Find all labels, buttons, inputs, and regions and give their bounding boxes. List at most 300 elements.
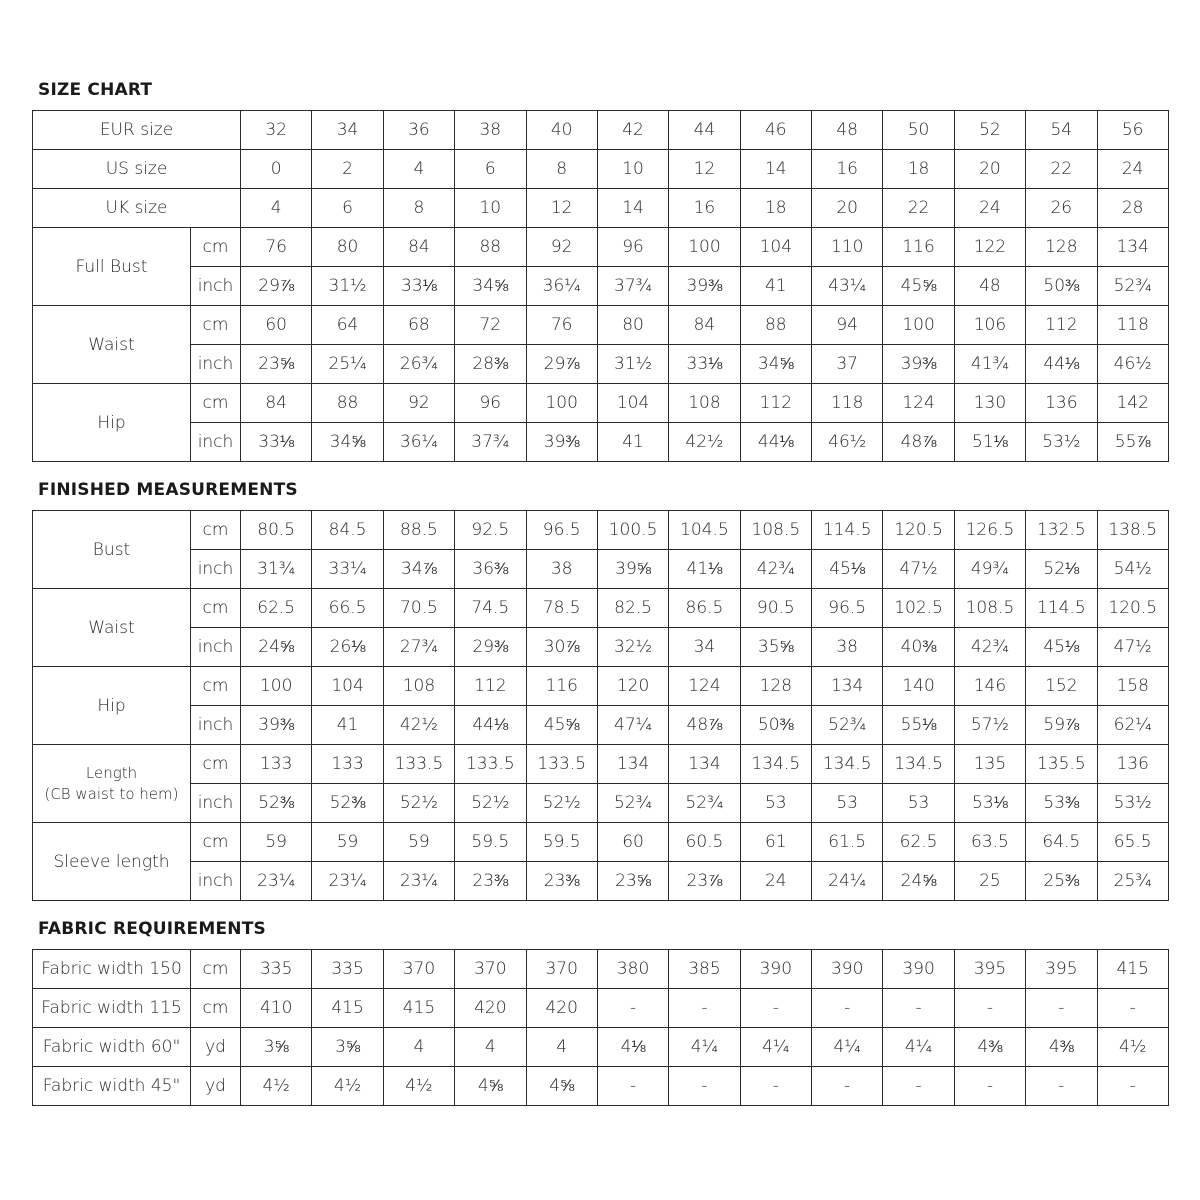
value-cell: 52⅛: [1026, 550, 1097, 589]
row-label-waist: Waist: [33, 589, 191, 667]
table-row: [33, 706, 1169, 745]
value-cell: 39⅝: [597, 550, 668, 589]
value-cell: 370: [383, 950, 454, 989]
value-cell: 44⅛: [455, 706, 526, 745]
value-cell: 4⅝: [455, 1067, 526, 1106]
table-row: [33, 823, 1169, 862]
value-cell: 4¼: [740, 1028, 811, 1067]
value-cell: -: [812, 1067, 883, 1106]
value-cell: 52¾: [812, 706, 883, 745]
value-cell: 46½: [1097, 345, 1168, 384]
value-cell: 39⅜: [669, 267, 740, 306]
value-cell: 385: [669, 950, 740, 989]
value-cell: 24⅝: [883, 862, 954, 901]
value-cell: 34⅝: [455, 267, 526, 306]
value-cell: 134: [812, 667, 883, 706]
value-cell: 36⅜: [455, 550, 526, 589]
value-cell: 136: [1097, 745, 1168, 784]
size-value-cell: 26: [1026, 189, 1097, 228]
value-cell: 29⅞: [526, 345, 597, 384]
value-cell: 100: [669, 228, 740, 267]
value-cell: -: [812, 989, 883, 1028]
value-cell: 80: [597, 306, 668, 345]
value-cell: 48⅞: [883, 423, 954, 462]
unit-cell: cm: [191, 511, 241, 550]
value-cell: 370: [526, 950, 597, 989]
value-cell: 52¾: [1097, 267, 1168, 306]
value-cell: 4: [383, 1028, 454, 1067]
size-value-cell: 4: [383, 150, 454, 189]
value-cell: 92: [383, 384, 454, 423]
value-cell: 25: [954, 862, 1025, 901]
value-cell: 47½: [883, 550, 954, 589]
value-cell: 133: [312, 745, 383, 784]
value-cell: 35⅝: [740, 628, 811, 667]
value-cell: 31¾: [241, 550, 312, 589]
value-cell: 31½: [597, 345, 668, 384]
value-cell: 59: [241, 823, 312, 862]
value-cell: 124: [669, 667, 740, 706]
value-cell: 52⅜: [312, 784, 383, 823]
size-value-cell: 56: [1097, 111, 1168, 150]
size-label-eur-size: EUR size: [33, 111, 241, 150]
value-cell: 60: [241, 306, 312, 345]
value-cell: 49¾: [954, 550, 1025, 589]
value-cell: 39⅜: [883, 345, 954, 384]
value-cell: 60.5: [669, 823, 740, 862]
value-cell: 37¾: [597, 267, 668, 306]
value-cell: 64: [312, 306, 383, 345]
row-label-bust: Bust: [33, 511, 191, 589]
value-cell: 146: [954, 667, 1025, 706]
value-cell: 53½: [1026, 423, 1097, 462]
value-cell: 335: [241, 950, 312, 989]
value-cell: 112: [455, 667, 526, 706]
value-cell: 104: [597, 384, 668, 423]
value-cell: 60: [597, 823, 668, 862]
value-cell: 50⅜: [740, 706, 811, 745]
value-cell: 28⅜: [455, 345, 526, 384]
value-cell: 38: [526, 550, 597, 589]
value-cell: 88.5: [383, 511, 454, 550]
value-cell: 415: [312, 989, 383, 1028]
value-cell: 134.5: [883, 745, 954, 784]
value-cell: 59.5: [526, 823, 597, 862]
value-cell: 70.5: [383, 589, 454, 628]
value-cell: 104.5: [669, 511, 740, 550]
table-row: [33, 511, 1169, 550]
size-value-cell: 32: [241, 111, 312, 150]
value-cell: 76: [526, 306, 597, 345]
size-value-cell: 20: [812, 189, 883, 228]
size-chart-table: [32, 110, 1169, 462]
value-cell: 88: [455, 228, 526, 267]
value-cell: 415: [383, 989, 454, 1028]
value-cell: 24⅝: [241, 628, 312, 667]
value-cell: 33⅛: [383, 267, 454, 306]
row-label-hip: Hip: [33, 384, 191, 462]
unit-cell: cm: [191, 667, 241, 706]
value-cell: 84.5: [312, 511, 383, 550]
value-cell: 33¼: [312, 550, 383, 589]
value-cell: 142: [1097, 384, 1168, 423]
value-cell: 118: [812, 384, 883, 423]
size-value-cell: 40: [526, 111, 597, 150]
size-value-cell: 48: [812, 111, 883, 150]
value-cell: 41⅛: [669, 550, 740, 589]
value-cell: 88: [740, 306, 811, 345]
unit-cell: inch: [191, 550, 241, 589]
value-cell: 45⅝: [883, 267, 954, 306]
value-cell: 23⅞: [669, 862, 740, 901]
value-cell: 34⅝: [740, 345, 811, 384]
unit-cell: cm: [191, 306, 241, 345]
value-cell: 55⅛: [883, 706, 954, 745]
value-cell: 53⅛: [954, 784, 1025, 823]
value-cell: 37: [812, 345, 883, 384]
value-cell: 52¾: [669, 784, 740, 823]
table-row: [33, 589, 1169, 628]
value-cell: 76: [241, 228, 312, 267]
value-cell: 395: [1026, 950, 1097, 989]
value-cell: 80: [312, 228, 383, 267]
value-cell: 84: [241, 384, 312, 423]
value-cell: 108: [669, 384, 740, 423]
value-cell: 54½: [1097, 550, 1168, 589]
value-cell: 52½: [455, 784, 526, 823]
value-cell: 138.5: [1097, 511, 1168, 550]
value-cell: 36¼: [526, 267, 597, 306]
value-cell: -: [669, 989, 740, 1028]
value-cell: 133.5: [455, 745, 526, 784]
size-value-cell: 16: [669, 189, 740, 228]
size-value-cell: 52: [954, 111, 1025, 150]
value-cell: 4½: [1097, 1028, 1168, 1067]
value-cell: 86.5: [669, 589, 740, 628]
value-cell: 128: [1026, 228, 1097, 267]
value-cell: 420: [455, 989, 526, 1028]
size-value-cell: 10: [597, 150, 668, 189]
size-value-cell: 18: [740, 189, 811, 228]
value-cell: 116: [883, 228, 954, 267]
value-cell: 59: [312, 823, 383, 862]
row-label-hip: Hip: [33, 667, 191, 745]
value-cell: -: [1097, 1067, 1168, 1106]
fabric-width-label: Fabric width 150: [33, 950, 191, 989]
value-cell: 59⅞: [1026, 706, 1097, 745]
value-cell: -: [740, 1067, 811, 1106]
value-cell: 62.5: [883, 823, 954, 862]
value-cell: -: [954, 1067, 1025, 1106]
value-cell: 46½: [812, 423, 883, 462]
unit-cell: inch: [191, 345, 241, 384]
value-cell: 29⅞: [241, 267, 312, 306]
value-cell: 133.5: [526, 745, 597, 784]
value-cell: -: [1097, 989, 1168, 1028]
row-label-full-bust: Full Bust: [33, 228, 191, 306]
value-cell: 108.5: [954, 589, 1025, 628]
value-cell: 88: [312, 384, 383, 423]
value-cell: 84: [383, 228, 454, 267]
value-cell: 108: [383, 667, 454, 706]
size-value-cell: 4: [241, 189, 312, 228]
value-cell: 61.5: [812, 823, 883, 862]
value-cell: 74.5: [455, 589, 526, 628]
size-value-cell: 28: [1097, 189, 1168, 228]
value-cell: -: [740, 989, 811, 1028]
table-row: [33, 745, 1169, 784]
value-cell: 37¾: [455, 423, 526, 462]
value-cell: 52¾: [597, 784, 668, 823]
table-row: [33, 950, 1169, 989]
value-cell: 33⅛: [669, 345, 740, 384]
value-cell: 420: [526, 989, 597, 1028]
fabric-width-label: Fabric width 45": [33, 1067, 191, 1106]
size-value-cell: 6: [312, 189, 383, 228]
value-cell: 78.5: [526, 589, 597, 628]
value-cell: 4⅜: [954, 1028, 1025, 1067]
size-value-cell: 36: [383, 111, 454, 150]
value-cell: 32½: [597, 628, 668, 667]
fabric-width-label: Fabric width 115: [33, 989, 191, 1028]
value-cell: -: [597, 1067, 668, 1106]
table-row: [33, 667, 1169, 706]
size-value-cell: 38: [455, 111, 526, 150]
value-cell: 112: [1026, 306, 1097, 345]
unit-cell: inch: [191, 267, 241, 306]
value-cell: 45⅛: [812, 550, 883, 589]
value-cell: 66.5: [312, 589, 383, 628]
value-cell: 50⅜: [1026, 267, 1097, 306]
unit-cell: cm: [191, 384, 241, 423]
table-row: [33, 1067, 1169, 1106]
value-cell: 128: [740, 667, 811, 706]
value-cell: 52⅜: [241, 784, 312, 823]
value-cell: 120.5: [883, 511, 954, 550]
value-cell: 134.5: [740, 745, 811, 784]
size-value-cell: 54: [1026, 111, 1097, 150]
value-cell: 34: [669, 628, 740, 667]
value-cell: 390: [883, 950, 954, 989]
size-value-cell: 50: [883, 111, 954, 150]
value-cell: 120.5: [1097, 589, 1168, 628]
value-cell: 100.5: [597, 511, 668, 550]
finished-measurements-table: [32, 510, 1169, 901]
value-cell: 132.5: [1026, 511, 1097, 550]
value-cell: 120: [597, 667, 668, 706]
value-cell: 114.5: [1026, 589, 1097, 628]
value-cell: 122: [954, 228, 1025, 267]
value-cell: 59.5: [455, 823, 526, 862]
size-value-cell: 2: [312, 150, 383, 189]
value-cell: -: [883, 989, 954, 1028]
value-cell: 26⅛: [312, 628, 383, 667]
value-cell: -: [669, 1067, 740, 1106]
value-cell: 4½: [383, 1067, 454, 1106]
value-cell: 41: [740, 267, 811, 306]
value-cell: -: [883, 1067, 954, 1106]
value-cell: 104: [312, 667, 383, 706]
unit-cell: yd: [191, 1028, 241, 1067]
value-cell: 62.5: [241, 589, 312, 628]
size-value-cell: 22: [883, 189, 954, 228]
value-cell: 4¼: [812, 1028, 883, 1067]
value-cell: 23¼: [312, 862, 383, 901]
table-row: [33, 150, 1169, 189]
value-cell: 90.5: [740, 589, 811, 628]
unit-cell: cm: [191, 950, 241, 989]
value-cell: 80.5: [241, 511, 312, 550]
value-cell: 100: [241, 667, 312, 706]
value-cell: 94: [812, 306, 883, 345]
value-cell: 130: [954, 384, 1025, 423]
unit-cell: inch: [191, 784, 241, 823]
value-cell: 30⅞: [526, 628, 597, 667]
value-cell: 112: [740, 384, 811, 423]
value-cell: 43¼: [812, 267, 883, 306]
value-cell: 124: [883, 384, 954, 423]
value-cell: 140: [883, 667, 954, 706]
fabric-requirements-table: [32, 949, 1169, 1106]
value-cell: 133.5: [383, 745, 454, 784]
value-cell: 44⅛: [740, 423, 811, 462]
value-cell: 4¼: [883, 1028, 954, 1067]
value-cell: 53: [740, 784, 811, 823]
value-cell: 133: [241, 745, 312, 784]
value-cell: 136: [1026, 384, 1097, 423]
value-cell: 29⅜: [455, 628, 526, 667]
value-cell: 42½: [383, 706, 454, 745]
row-label-length-cb-waist-to-hem: Length (CB waist to hem): [33, 745, 191, 823]
value-cell: 23⅝: [597, 862, 668, 901]
value-cell: 108.5: [740, 511, 811, 550]
value-cell: 3⅝: [312, 1028, 383, 1067]
unit-cell: cm: [191, 823, 241, 862]
value-cell: 4½: [312, 1067, 383, 1106]
value-cell: 53: [883, 784, 954, 823]
value-cell: -: [1026, 1067, 1097, 1106]
value-cell: 102.5: [883, 589, 954, 628]
value-cell: 48: [954, 267, 1025, 306]
size-value-cell: 0: [241, 150, 312, 189]
value-cell: 96: [597, 228, 668, 267]
value-cell: 41: [597, 423, 668, 462]
value-cell: 34⅝: [312, 423, 383, 462]
size-value-cell: 14: [740, 150, 811, 189]
value-cell: 25⅜: [1026, 862, 1097, 901]
size-value-cell: 46: [740, 111, 811, 150]
value-cell: 4: [526, 1028, 597, 1067]
value-cell: 53⅜: [1026, 784, 1097, 823]
value-cell: 39⅜: [526, 423, 597, 462]
value-cell: 65.5: [1097, 823, 1168, 862]
value-cell: 24¼: [812, 862, 883, 901]
finished-measurements-title: FINISHED MEASUREMENTS: [38, 480, 298, 500]
value-cell: -: [1026, 989, 1097, 1028]
value-cell: 48⅞: [669, 706, 740, 745]
size-value-cell: 6: [455, 150, 526, 189]
value-cell: 116: [526, 667, 597, 706]
value-cell: 134: [669, 745, 740, 784]
value-cell: 390: [740, 950, 811, 989]
value-cell: 47¼: [597, 706, 668, 745]
size-value-cell: 20: [954, 150, 1025, 189]
unit-cell: inch: [191, 862, 241, 901]
table-row: [33, 862, 1169, 901]
value-cell: 44⅛: [1026, 345, 1097, 384]
value-cell: 53½: [1097, 784, 1168, 823]
value-cell: 82.5: [597, 589, 668, 628]
value-cell: 68: [383, 306, 454, 345]
value-cell: 395: [954, 950, 1025, 989]
value-cell: 42¾: [954, 628, 1025, 667]
value-cell: 96.5: [812, 589, 883, 628]
table-row: [33, 784, 1169, 823]
value-cell: 84: [669, 306, 740, 345]
value-cell: 4⅝: [526, 1067, 597, 1106]
value-cell: 96: [455, 384, 526, 423]
value-cell: 52½: [526, 784, 597, 823]
value-cell: 41: [312, 706, 383, 745]
value-cell: 23¼: [241, 862, 312, 901]
value-cell: 380: [597, 950, 668, 989]
value-cell: 4: [455, 1028, 526, 1067]
table-row: [33, 550, 1169, 589]
size-value-cell: 42: [597, 111, 668, 150]
value-cell: 53: [812, 784, 883, 823]
value-cell: 4¼: [669, 1028, 740, 1067]
unit-cell: cm: [191, 228, 241, 267]
size-value-cell: 14: [597, 189, 668, 228]
size-value-cell: 10: [455, 189, 526, 228]
table-row: [33, 228, 1169, 267]
value-cell: 63.5: [954, 823, 1025, 862]
value-cell: 31½: [312, 267, 383, 306]
value-cell: 72: [455, 306, 526, 345]
value-cell: 23⅜: [526, 862, 597, 901]
size-value-cell: 34: [312, 111, 383, 150]
value-cell: 62¼: [1097, 706, 1168, 745]
value-cell: 38: [812, 628, 883, 667]
value-cell: 134: [1097, 228, 1168, 267]
size-value-cell: 8: [526, 150, 597, 189]
value-cell: 25¾: [1097, 862, 1168, 901]
value-cell: 33⅛: [241, 423, 312, 462]
value-cell: 152: [1026, 667, 1097, 706]
value-cell: 51⅛: [954, 423, 1025, 462]
value-cell: 110: [812, 228, 883, 267]
table-row: [33, 189, 1169, 228]
value-cell: 42½: [669, 423, 740, 462]
size-value-cell: 24: [954, 189, 1025, 228]
size-value-cell: 22: [1026, 150, 1097, 189]
value-cell: 134: [597, 745, 668, 784]
value-cell: 59: [383, 823, 454, 862]
value-cell: 55⅞: [1097, 423, 1168, 462]
unit-cell: cm: [191, 989, 241, 1028]
value-cell: 26¾: [383, 345, 454, 384]
size-value-cell: 24: [1097, 150, 1168, 189]
table-row: [33, 306, 1169, 345]
size-value-cell: 12: [669, 150, 740, 189]
value-cell: 52½: [383, 784, 454, 823]
value-cell: 57½: [954, 706, 1025, 745]
value-cell: 92.5: [455, 511, 526, 550]
table-row: [33, 989, 1169, 1028]
table-row: [33, 345, 1169, 384]
value-cell: 42¾: [740, 550, 811, 589]
value-cell: -: [954, 989, 1025, 1028]
